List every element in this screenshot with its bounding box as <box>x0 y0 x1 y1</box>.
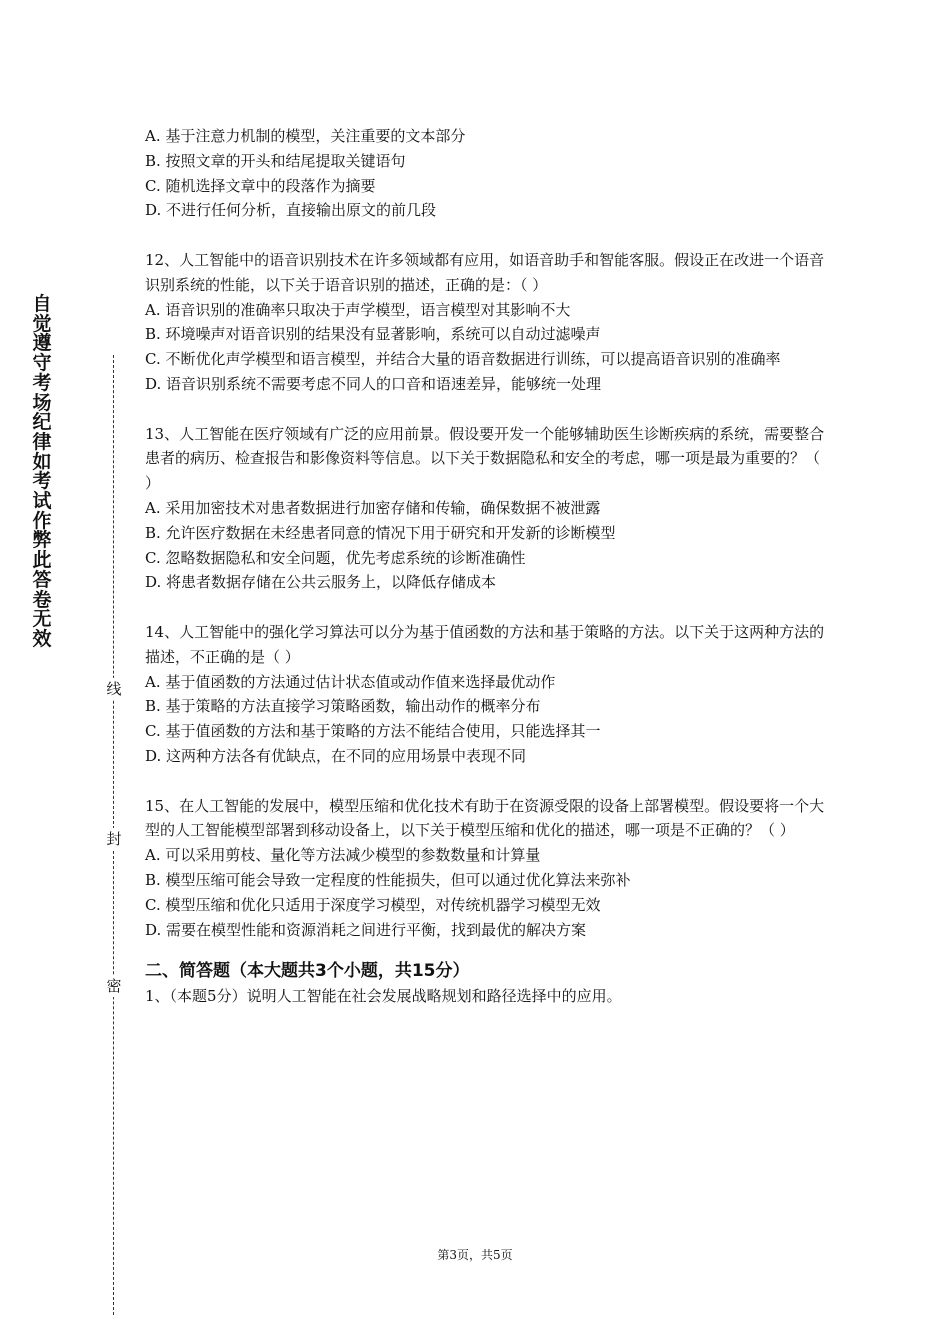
option-d: D. 需要在模型性能和资源消耗之间进行平衡，找到最优的解决方案 <box>145 920 587 939</box>
option-a: A. 基于值函数的方法通过估计状态值或动作值来选择最优动作 <box>145 672 556 691</box>
option-c: C. 模型压缩和优化只适用于深度学习模型，对传统机器学习模型无效 <box>145 895 601 914</box>
section-title-short-answer: 二、简答题（本大题共3个小题，共15分） <box>145 961 470 982</box>
exam-discipline-notice: 自觉遵守考场纪律如考试作弊此答卷无效 <box>32 293 52 650</box>
option-c: C. 不断优化声学模型和语言模型，并结合大量的语音数据进行训练，可以提高语音识别的准确率 <box>145 350 781 369</box>
option-a: A. 语音识别的准确率只取决于声学模型，语言模型对其影响不大 <box>145 300 571 319</box>
option-d: D. 语音识别系统不需要考虑不同人的口音和语速差异，能够统一处理 <box>145 374 602 393</box>
binding-mark-seal: 封 <box>103 828 125 850</box>
option-list <box>145 496 825 595</box>
option-b: B. 基于策略的方法直接学习策略函数，输出动作的概率分布 <box>145 697 541 716</box>
short-answer-question-1: 1、（本题5分）说明人工智能在社会发展战略规划和路径选择中的应用。 <box>145 987 622 1006</box>
option-a: A. 基于注意力机制的模型，关注重要的文本部分 <box>145 127 466 145</box>
option-list <box>145 843 825 942</box>
question-15 <box>145 794 825 943</box>
option-a: A. 采用加密技术对患者数据进行加密存储和传输，确保数据不被泄露 <box>145 498 601 517</box>
binding-mark-secret: 密 <box>103 975 125 997</box>
option-a: A. 可以采用剪枝、量化等方法减少模型的参数数量和计算量 <box>145 846 541 865</box>
option-list <box>145 298 825 397</box>
option-b: B. 按照文章的开头和结尾提取关键语句 <box>145 151 406 170</box>
question-13 <box>145 422 825 596</box>
question-stem: 14、人工智能中的强化学习算法可以分为基于值函数的方法和基于策略的方法。以下关于这两种方法的描述，不正确的是（ ） <box>145 622 825 666</box>
option-b: B. 环境噪声对语音识别的结果没有显著影响，系统可以自动过滤噪声 <box>145 325 601 344</box>
option-c: C. 忽略数据隐私和安全问题，优先考虑系统的诊断准确性 <box>145 548 526 567</box>
question-12 <box>145 248 825 397</box>
option-b: B. 允许医疗数据在未经患者同意的情况下用于研究和开发新的诊断模型 <box>145 523 616 542</box>
question-14 <box>145 620 825 769</box>
page-number: 第3页，共5页 <box>437 1248 513 1262</box>
option-b: B. 模型压缩可能会导致一定程度的性能损失，但可以通过优化算法来弥补 <box>145 870 631 889</box>
option-list <box>145 670 825 769</box>
binding-mark-line: 线 <box>103 678 125 700</box>
option-list <box>145 124 825 223</box>
option-c: C. 基于值函数的方法和基于策略的方法不能结合使用，只能选择其一 <box>145 722 601 741</box>
question-stem: 15、在人工智能的发展中，模型压缩和优化技术有助于在资源受限的设备上部署模型。假设要将一个大型的人工智能模型部署到移动设备上，以下关于模型压缩和优化的描述，哪一项是不正确的？（ ） <box>145 796 825 840</box>
option-d: D. 不进行任何分析，直接输出原文的前几段 <box>145 201 437 220</box>
question-stem: 12、人工智能中的语音识别技术在许多领域都有应用，如语音助手和智能客服。假设正在改进一个语音识别系统的性能，以下关于语音识别的描述，正确的是：（ ） <box>145 250 825 294</box>
question-11-continued <box>145 124 825 223</box>
option-d: D. 这两种方法各有优缺点，在不同的应用场景中表现不同 <box>145 746 527 765</box>
question-stem: 13、人工智能在医疗领域有广泛的应用前景。假设要开发一个能够辅助医生诊断疾病的系统，需要整合患者的病历、检查报告和影像资料等信息。以下关于数据隐私和安全的考虑，哪一项是最为重要的？（ ） <box>145 424 825 493</box>
option-d: D. 将患者数据存储在公共云服务上，以降低存储成本 <box>145 573 497 592</box>
exam-content <box>145 124 825 1009</box>
option-c: C. 随机选择文章中的段落作为摘要 <box>145 176 376 195</box>
